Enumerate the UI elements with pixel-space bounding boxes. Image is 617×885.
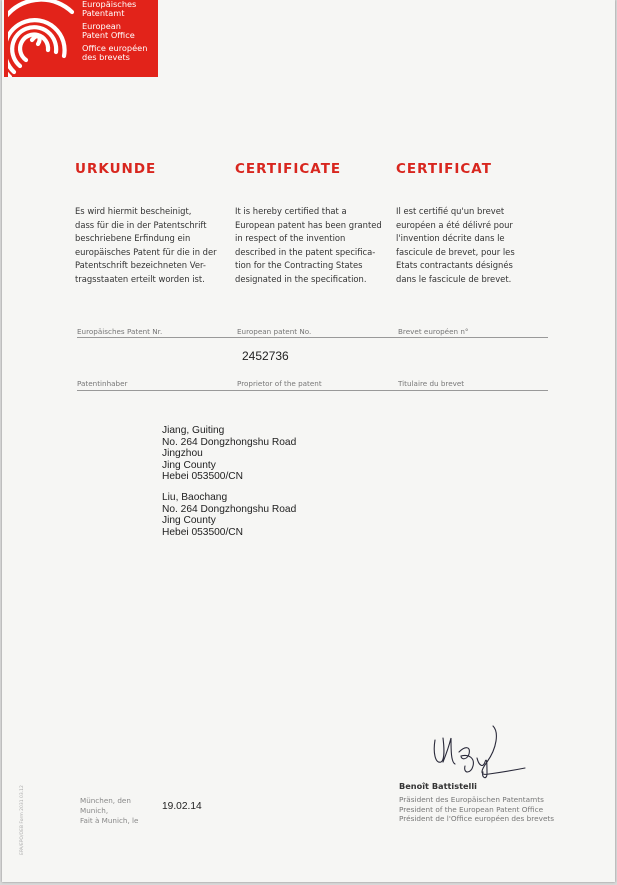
form-code: EPA/EPO/OEB Form 2031 03.12 [20,785,25,855]
paragraph-line: Etats contractants désignés [396,260,513,271]
signer-title-line: Président de l'Office européen des brevets [399,814,555,824]
address-line: No. 264 Dongzhongshu Road [162,503,297,515]
logo-name-de [82,0,158,19]
paragraph-line: dass für die in der Patentschrift [75,219,207,230]
signer-title-line: President of the European Patent Office [399,804,544,814]
paragraph-en [235,205,382,287]
proprietor-name: Jiang, Guiting [162,425,225,436]
proprietor-address [162,492,296,538]
signer-title-line: Präsident des Europäischen Patentamts [399,795,544,804]
logo-line: European [82,20,121,31]
patent-number: 2452736 [242,349,289,363]
address-line: Jingzhou [162,448,203,460]
paragraph-line: tragsstaaten erteilt worden ist. [75,273,205,284]
proprietor-label-en: Proprietor of the patent [237,379,322,388]
paragraph-de [75,205,217,287]
paragraph-line: European patent has been granted [235,219,382,230]
epo-logo-mark [8,0,80,77]
proprietor-label-de: Patentinhaber [77,379,128,388]
logo-line: Office européen [82,42,148,53]
place-line: Fait à Munich, le [80,816,139,825]
signature [429,722,529,782]
certificate-page [2,0,615,882]
proprietor-label-fr: Titulaire du brevet [398,379,465,388]
paragraph-line: Es wird hiermit bescheinigt, [75,206,192,216]
patent-number-label-de: Europäisches Patent Nr. [77,327,163,336]
heading-fr: CERTIFICAT [396,161,492,177]
address-line: Hebei 053500/CN [162,471,243,483]
logo-name-en [82,22,158,41]
address-line: No. 264 Dongzhongshu Road [162,436,297,448]
issue-date: 19.02.14 [162,801,202,812]
signer-titles [399,795,554,824]
paragraph-line: beschriebene Erfindung ein [75,233,191,244]
patent-number-label-en: European patent No. [237,327,312,336]
paragraph-line: It is hereby certified that a [235,206,347,216]
logo-line: Patent Office [82,30,135,41]
epo-logo [4,0,158,77]
divider [77,337,548,338]
paragraph-line: européen a été délivré pour [396,219,513,230]
proprietor-address [162,425,296,483]
paragraph-line: tion for the Contracting States [235,260,363,271]
logo-line: des brevets [82,52,130,63]
paragraph-fr [396,205,515,287]
address-line: Hebei 053500/CN [162,526,243,538]
logo-line: Patentamt [82,8,125,19]
address-line: Jing County [162,459,216,471]
paragraph-line: l'invention décrite dans le [396,233,505,244]
heading-en: CERTIFICATE [235,161,342,177]
place-of-issue [80,796,138,826]
patent-number-label-fr: Brevet européen n° [398,327,469,336]
paragraph-line: in respect of the invention [235,233,346,244]
paragraph-line: designated in the specification. [235,273,367,284]
place-line: Munich, [80,806,109,815]
logo-name-fr [82,44,158,63]
logo-line: Europäisches [82,0,137,9]
signer-name: Benoît Battistelli [399,781,477,791]
paragraph-line: dans le fascicule de brevet. [396,273,512,284]
address-line: Jing County [162,515,216,527]
divider [77,390,548,391]
paragraph-line: Patentschrift bezeichneten Ver- [75,260,206,271]
proprietor-name: Liu, Baochang [162,492,228,503]
paragraph-line: described in the patent specifica- [235,246,376,257]
heading-de: URKUNDE [75,161,157,177]
epo-logo-text [82,0,158,77]
paragraph-line: Il est certifié qu'un brevet [396,206,505,216]
paragraph-line: europäisches Patent für die in der [75,246,217,257]
paragraph-line: fascicule de brevet, pour les [396,246,515,257]
place-line: München, den [80,796,131,805]
